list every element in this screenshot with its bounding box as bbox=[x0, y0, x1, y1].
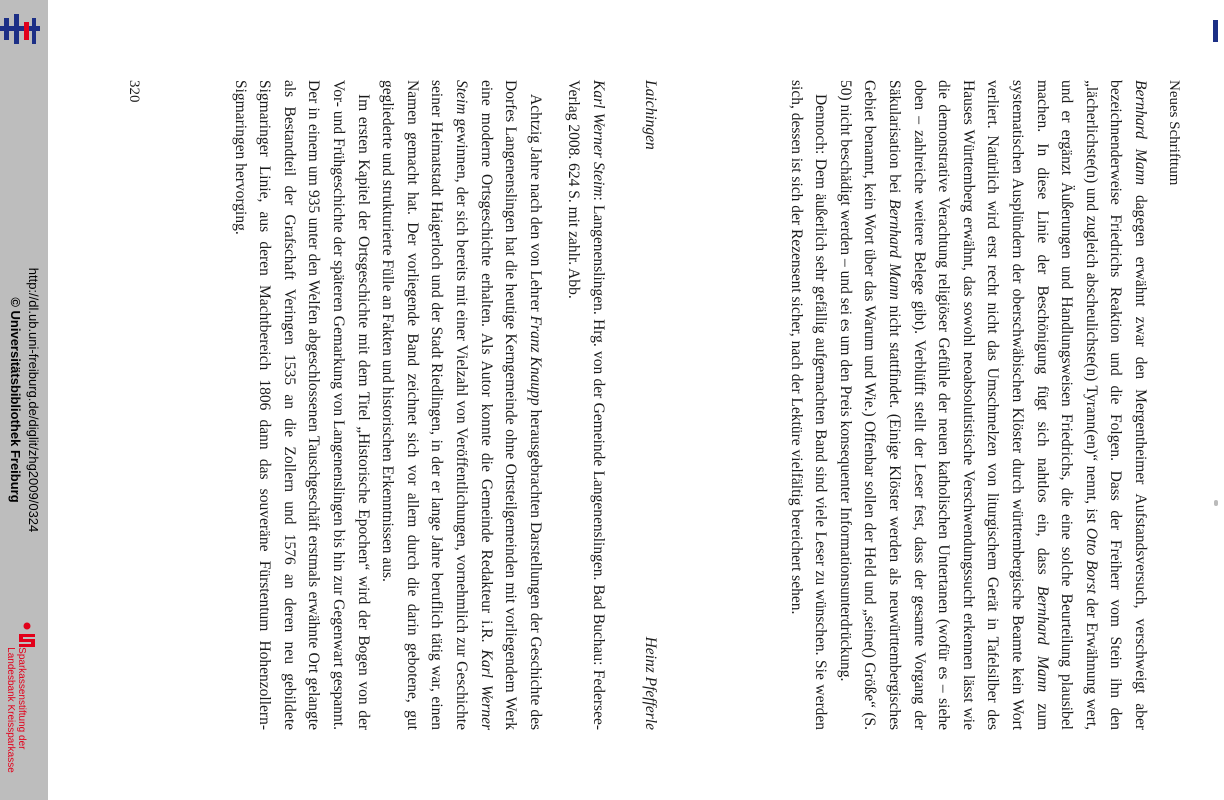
review-1-signature bbox=[637, 80, 662, 730]
review-1-body bbox=[783, 80, 1152, 730]
review-2-citation bbox=[561, 80, 610, 730]
author-name: Franz Knaupp bbox=[526, 315, 544, 406]
sponsor-text bbox=[5, 647, 27, 773]
text-segment: : Langenenslingen. Hrg. von der Gemeinde Langenenslingen. Bad Buchau: Federsee-Verlag 2008. 624 S. mit zahlr. Abb. bbox=[565, 80, 607, 730]
text-segment: dagegen erwähnt zwar den Mergentheimer Aufstandsversuch, verschweigt aber bezeichnenderweise Friedrichs Reaktion und die Folgen. Dass der Freiherr vom Stein ihn den „lächerlichste(n) und zugleich abscheulichste(n) Tyrann(en)“ nennt, ist bbox=[1082, 80, 1149, 731]
author-name: Karl Werner Steim bbox=[453, 80, 495, 730]
running-head: Neues Schrifttum bbox=[1166, 80, 1182, 186]
document-page bbox=[48, 0, 1224, 800]
text-segment: nicht stattfindet. (Einige Klöster werden als neuwürttembergisches Gebiet benannt, kein Wort über das Warum und Wie.) Offenbar sollen der Held und „seine() Größe“ (S. 50) nicht beschädigt werden – und sei es um den Preis konsequenter Informationsunterdrückung. bbox=[836, 80, 904, 731]
permalink-url[interactable]: http://dl.ub.uni-freiburg.de/diglit/zhg2009/0324 bbox=[26, 267, 41, 533]
reviewer-name: Heinz Pfefferle bbox=[642, 636, 659, 730]
sponsor-line-2: Landesbank Kreissparkasse bbox=[5, 647, 16, 773]
edge-marker bbox=[1213, 20, 1218, 42]
author-name: Karl Werner Steim bbox=[590, 80, 607, 197]
sponsor-line-1: Sparkassenstiftung der bbox=[16, 647, 27, 750]
page-number: 320 bbox=[126, 80, 142, 103]
text-segment: Achtzig Jahre nach den von Lehrer bbox=[526, 94, 544, 312]
author-name: Bernhard Mann bbox=[1033, 585, 1051, 693]
text-segment: gewinnen, der sich bereits mit einer Vielzahl von Veröffentlichungen, vornehmlich zur Geschichte seiner Heimatstadt Haigerloch und der Stadt Riedlingen, in der er lange Jahre beruflich tätig war, einen Namen gemacht hat. Der vorliegende Band zeichnet sich vor allem durch die darin gebotene, gut gegliederte und strukturierte Fülle an Fakten und historischen Erkenntnissen aus. bbox=[379, 80, 471, 730]
author-name: Bernhard Mann bbox=[1132, 80, 1149, 186]
author-name: Bernhard Mann bbox=[886, 199, 904, 300]
rotated-page-content bbox=[86, 30, 1186, 770]
review-1-paragraph-2: Dennoch: Dem äußerlich sehr gefällig aufgemachten Band sind viele Leser zu wünschen. Sie werden sich, dessen ist sich der Rezensent sicher, nach der Lektüre vielfältig bereichert sehen. bbox=[787, 80, 830, 730]
text-segment: der Erwähnung wert, und er ergänzt Äußerungen und Handlungsweisen Friedrichs, die eine solche Beurteilung plausibel machen. In diese Linie der Beschönigung fügt sich nahtlos ein, dass bbox=[1033, 80, 1100, 730]
edge-dot bbox=[1214, 500, 1218, 506]
review-2-paragraph-1 bbox=[375, 80, 547, 730]
text-segment: herausgebrachten Darstellungen der Geschichte des Dorfes Langenenslingen hat die heutige Kerngemeinde ohne Ortsteilgemeinden mit vorliegendem Werk eine moderne Ortsgeschichte erhalten. Als Autor konnte die Gemeinde Redakteur i.R. bbox=[477, 80, 544, 731]
review-2-body bbox=[227, 80, 610, 730]
review-2-paragraph-2: Im ersten Kapitel der Ortsgeschichte mit dem Titel „Historische Epochen“ wird der Bogen von der Vor- und Frühgeschichte der späteren Gemarkung von Langenenslingen bis hin zur Gegenwart gespannt. Der in einem um 935 unter den Welfen abgeschlossenen Tauschgeschäft erstmals erwähnte Ort gelangte als Bestandteil der Grafschaft Veringen 1535 an die Zollern und 1576 an deren neu gebildete Sigmaringer Linie, aus deren Machtbereich 1806 dann das souveräne Fürstentum Hohenzollern-Sigmaringen hervorging. bbox=[231, 80, 372, 730]
viewer-sidebar bbox=[0, 0, 48, 800]
text-segment: zum systematischen Ausplündern der oberschwäbischen Klöster durch württembergische Beamte kein Wort verliert. Natürlich wird erst recht nicht das Umschmelzen von liturgischem Gerät in Tafelsilber des Hauses Württemberg erwähnt, das sowohl neoabsolutistische Verschwendungssucht erkennen lässt wie die demonstrative Verachtung religiöser Gefühle der neuen katholischen Untertanen (wofür es – siehe oben – zahlreiche weitere Belege gibt). Verblüfft stellt der Leser fest, dass der gesamte Vorgang der Säkularisation bei bbox=[886, 80, 1051, 731]
ub-logo-icon[interactable] bbox=[0, 10, 48, 52]
copyright-notice: © Universitätsbibliothek Freiburg bbox=[8, 297, 23, 503]
review-place: Laichingen bbox=[642, 80, 659, 150]
author-name: Otto Borst bbox=[1082, 527, 1100, 594]
sparkasse-icon bbox=[16, 622, 38, 648]
sidebar-citation bbox=[6, 268, 42, 533]
review-1-paragraph-1 bbox=[832, 80, 1152, 730]
